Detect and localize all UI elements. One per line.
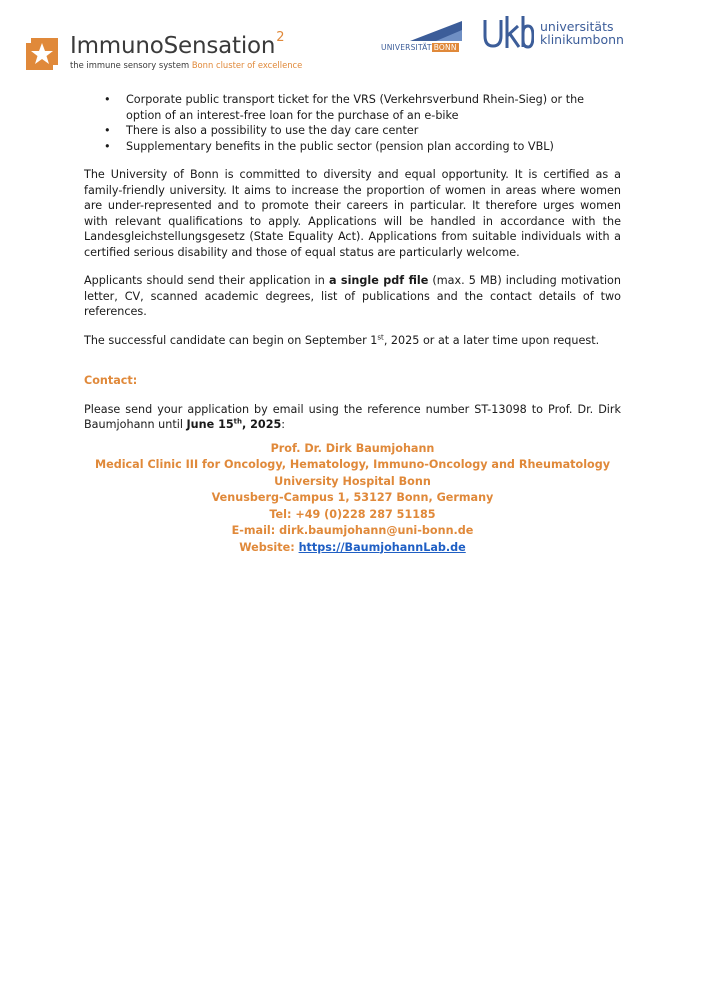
contact-department: Medical Clinic III for Oncology, Hematology, Immuno-Oncology and Rheumatology <box>94 458 611 471</box>
benefits-list <box>84 92 621 154</box>
list-item: • There is also a possibility to use the day care center <box>104 124 419 137</box>
document-body <box>84 92 621 556</box>
page-header <box>0 0 704 82</box>
contact-email: E-mail: dirk.baumjohann@uni-bonn.de <box>231 524 474 537</box>
start-date-paragraph: The successful candidate can begin on September 1st, 2025 or at a later time upon request. <box>84 332 600 347</box>
ukb-logo-icon <box>482 14 534 54</box>
contact-website: Website: https://BaumjohannLab.de <box>239 540 466 554</box>
list-item: • Corporate public transport ticket for the VRS (Verkehrsverbund Rhein-Sieg) or the option of an interest-free loan for the purchase of an e-bike <box>104 93 585 122</box>
contact-block <box>84 441 621 557</box>
immunosensation-logo-icon <box>26 38 58 70</box>
list-item: • Supplementary benefits in the public sector (pension plan according to VBL) <box>104 139 554 153</box>
contact-name: Prof. Dr. Dirk Baumjohann <box>270 441 435 455</box>
diversity-paragraph: The University of Bonn is committed to diversity and equal opportunity. It is certified as a family-friendly university. It aims to increase the proportion of women in areas where women are under-represented and to promote their careers in particular. It therefore urges women with relevant qualifications to apply. Applications will be handled in accordance with the Landesgleichstellungsgesetz (State Equality Act). Applications from suitable individuals with a certified serious disability and those of equal status are particularly welcome. <box>84 168 621 259</box>
contact-heading: Contact: <box>84 374 138 387</box>
contact-institution: University Hospital Bonn <box>274 474 431 488</box>
brand-tagline: the immune sensory system Bonn cluster of excellence <box>70 60 303 70</box>
application-paragraph: Applicants should send their application in a single pdf file (max. 5 MB) including motivation letter, CV, scanned academic degrees, list of publications and the contact details of two references. <box>84 274 621 318</box>
contact-intro: Please send your application by email using the reference number ST-13098 to Prof. Dr. Dirk Baumjohann until June 15th, 2025: <box>84 402 621 431</box>
university-bonn-label: UNIVERSITÄT BONN <box>381 43 457 52</box>
website-link[interactable]: https://BaumjohannLab.de <box>298 540 466 554</box>
brand-name: ImmunoSensation$^2$ <box>70 30 285 59</box>
contact-address: Venusberg-Campus 1, 53127 Bonn, Germany <box>211 491 494 504</box>
contact-phone: Tel: +49 (0)228 287 51185 <box>269 507 436 521</box>
ukb-label: universitäts klinikumbonn <box>540 19 624 47</box>
